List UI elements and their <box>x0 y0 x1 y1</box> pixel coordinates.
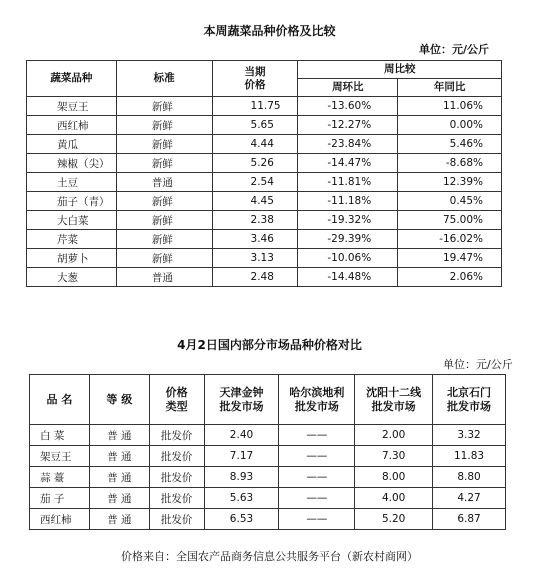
table1-title: 本周蔬菜品种价格及比较 <box>203 24 336 38</box>
cell-price: 5.26 <box>212 154 298 173</box>
cell-wow: -11.18% <box>298 192 398 211</box>
cell-price: 3.13 <box>212 249 298 268</box>
cell-yoy: -8.68% <box>398 154 502 173</box>
cell-price: 5.65 <box>212 116 298 135</box>
cell-yoy: 75.00% <box>398 211 502 230</box>
cell-type: 批发价 <box>149 467 204 488</box>
cell-wow: -12.27% <box>298 116 398 135</box>
cell-m3: 5.20 <box>355 509 433 530</box>
header-name: 品 名 <box>30 375 90 425</box>
cell-type: 批发价 <box>149 425 204 446</box>
table-row <box>27 268 502 287</box>
header-market-tianjin: 天津金钟 批发市场 <box>204 375 279 425</box>
cell-yoy: 5.46% <box>398 135 502 154</box>
cell-m2: —— <box>279 425 355 446</box>
table-row <box>30 467 506 488</box>
cell-grade: 普 通 <box>89 446 149 467</box>
table-row <box>27 192 502 211</box>
cell-yoy: 19.47% <box>398 249 502 268</box>
table-row <box>27 97 502 116</box>
cell-price: 11.75 <box>212 97 298 116</box>
cell-yoy: 0.00% <box>398 116 502 135</box>
header-type: 价格 类型 <box>149 375 204 425</box>
cell-price: 3.46 <box>212 230 298 249</box>
cell-grade: 新鲜 <box>116 249 212 268</box>
header-name: 蔬菜品种 <box>27 61 117 97</box>
table1-unit: 单位：元/公斤 <box>419 43 490 56</box>
cell-name: 白 菜 <box>30 425 90 446</box>
cell-m1: 6.53 <box>204 509 279 530</box>
cell-name: 西红柿 <box>30 509 90 530</box>
cell-name: 架豆王 <box>27 97 117 116</box>
table-row <box>27 249 502 268</box>
cell-yoy: 2.06% <box>398 268 502 287</box>
cell-wow: -13.60% <box>298 97 398 116</box>
cell-price: 2.54 <box>212 173 298 192</box>
cell-name: 架豆王 <box>30 446 90 467</box>
cell-yoy: -16.02% <box>398 230 502 249</box>
cell-name: 黄瓜 <box>27 135 117 154</box>
cell-yoy: 11.06% <box>398 97 502 116</box>
cell-type: 批发价 <box>149 446 204 467</box>
cell-m1: 8.93 <box>204 467 279 488</box>
cell-wow: -14.48% <box>298 268 398 287</box>
cell-yoy: 0.45% <box>398 192 502 211</box>
cell-name: 蒜 薹 <box>30 467 90 488</box>
weekly-price-table <box>26 60 502 287</box>
cell-m3: 2.00 <box>355 425 433 446</box>
cell-grade: 普通 <box>116 173 212 192</box>
table-row <box>27 173 502 192</box>
cell-type: 批发价 <box>149 509 204 530</box>
cell-name: 土豆 <box>27 173 117 192</box>
source-note: 价格来自：全国农产品商务信息公共服务平台（新农村商网） <box>121 550 418 563</box>
table-row <box>27 135 502 154</box>
cell-price: 4.44 <box>212 135 298 154</box>
cell-price: 2.38 <box>212 211 298 230</box>
header-wow: 周环比 <box>298 79 398 97</box>
cell-m4: 8.80 <box>433 467 506 488</box>
cell-name: 辣椒（尖） <box>27 154 117 173</box>
cell-grade: 新鲜 <box>116 135 212 154</box>
cell-name: 芹菜 <box>27 230 117 249</box>
cell-m2: —— <box>279 488 355 509</box>
cell-grade: 普通 <box>116 268 212 287</box>
header-grade: 等 级 <box>89 375 149 425</box>
header-market-shenyang: 沈阳十二线 批发市场 <box>355 375 433 425</box>
cell-m4: 11.83 <box>433 446 506 467</box>
header-market-harbin: 哈尔滨地利 批发市场 <box>279 375 355 425</box>
header-market-beijing: 北京石门 批发市场 <box>433 375 506 425</box>
cell-m2: —— <box>279 467 355 488</box>
cell-m1: 7.17 <box>204 446 279 467</box>
cell-grade: 新鲜 <box>116 154 212 173</box>
cell-yoy: 12.39% <box>398 173 502 192</box>
cell-m2: —— <box>279 446 355 467</box>
cell-price: 2.48 <box>212 268 298 287</box>
cell-wow: -11.81% <box>298 173 398 192</box>
cell-m1: 2.40 <box>204 425 279 446</box>
cell-wow: -10.06% <box>298 249 398 268</box>
table2-unit: 单位：元/公斤 <box>443 358 513 371</box>
cell-wow: -29.39% <box>298 230 398 249</box>
table-row <box>27 211 502 230</box>
header-compare: 周比较 <box>298 61 502 79</box>
cell-m4: 6.87 <box>433 509 506 530</box>
cell-name: 茄子（青） <box>27 192 117 211</box>
cell-grade: 新鲜 <box>116 116 212 135</box>
cell-type: 批发价 <box>149 488 204 509</box>
cell-name: 胡萝卜 <box>27 249 117 268</box>
table-row <box>30 446 506 467</box>
cell-name: 茄 子 <box>30 488 90 509</box>
cell-wow: -14.47% <box>298 154 398 173</box>
market-price-table <box>29 374 506 530</box>
cell-grade: 新鲜 <box>116 211 212 230</box>
header-grade: 标准 <box>116 61 212 97</box>
cell-name: 大白菜 <box>27 211 117 230</box>
cell-wow: -23.84% <box>298 135 398 154</box>
header-yoy: 年同比 <box>398 79 502 97</box>
cell-grade: 普 通 <box>89 509 149 530</box>
table-row <box>27 154 502 173</box>
cell-grade: 新鲜 <box>116 230 212 249</box>
table2-title: 4月2日国内部分市场品种价格对比 <box>177 338 362 352</box>
cell-m3: 4.00 <box>355 488 433 509</box>
cell-m4: 4.27 <box>433 488 506 509</box>
cell-price: 4.45 <box>212 192 298 211</box>
table-row <box>30 509 506 530</box>
cell-m4: 3.32 <box>433 425 506 446</box>
cell-m2: —— <box>279 509 355 530</box>
table-row <box>27 116 502 135</box>
table-row <box>27 230 502 249</box>
cell-grade: 新鲜 <box>116 97 212 116</box>
cell-grade: 普 通 <box>89 488 149 509</box>
table-row <box>30 425 506 446</box>
header-price: 当期 价格 <box>212 61 298 97</box>
cell-name: 西红柿 <box>27 116 117 135</box>
cell-m3: 7.30 <box>355 446 433 467</box>
cell-m3: 8.00 <box>355 467 433 488</box>
cell-name: 大葱 <box>27 268 117 287</box>
cell-grade: 普 通 <box>89 425 149 446</box>
table-row <box>30 488 506 509</box>
cell-grade: 新鲜 <box>116 192 212 211</box>
cell-m1: 5.63 <box>204 488 279 509</box>
cell-grade: 普 通 <box>89 467 149 488</box>
cell-wow: -19.32% <box>298 211 398 230</box>
